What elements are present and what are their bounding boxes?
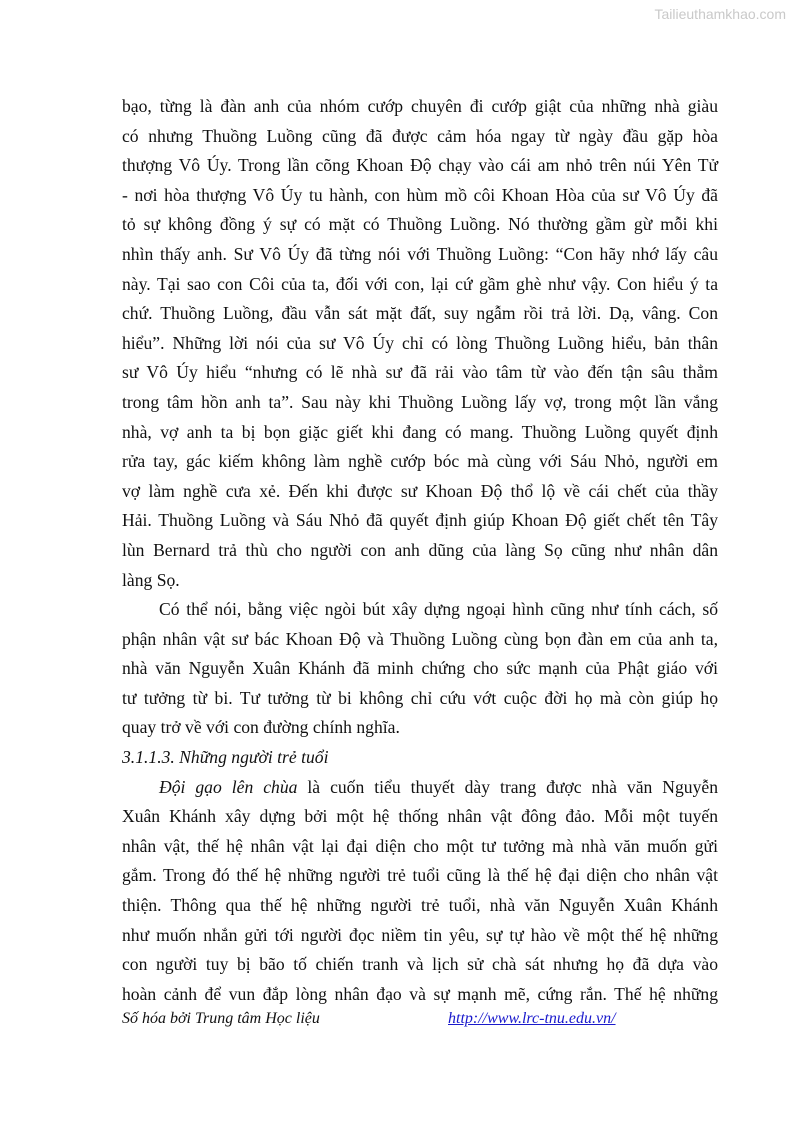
paragraph-line: thiện. Thông qua thế hệ những người trẻ tuổi, nhà văn Nguyễn Xuân Khánh <box>122 895 718 916</box>
paragraph-line: lùn Bernard trả thù cho người con anh dũng của làng Sọ cũng như nhân dân <box>122 539 718 560</box>
paragraph-line: Hải. Thuồng Luồng và Sáu Nhỏ đã quyết định giúp Khoan Độ giết chết tên Tây <box>122 510 718 531</box>
paragraph-1 <box>122 92 718 595</box>
paragraph-line: Có thể nói, bằng việc ngòi bút xây dựng ngoại hình cũng như tính cách, số <box>159 599 718 620</box>
paragraph-line: gắm. Trong đó thế hệ những người trẻ tuổi cũng là thế hệ đại diện cho nhân vật <box>122 865 718 886</box>
paragraph-line: chứ. Thuồng Luồng, đầu vẫn sát mặt đất, suy ngẫm rồi trả lời. Dạ, vâng. Con <box>122 303 718 324</box>
paragraph-line: nhân vật, thế hệ nhân vật lại đại diện cho một tư tưởng mà nhà văn muốn gửi <box>122 835 718 856</box>
paragraph-line: Xuân Khánh xây dựng bởi một hệ thống nhân vật đông đảo. Mỗi một tuyến <box>122 806 718 827</box>
paragraph-line: tỏ sự không đồng ý sự có mặt có Thuồng Luồng. Nó thường gầm gừ mỗi khi <box>122 214 718 235</box>
paragraph-line: rửa tay, gác kiếm không làm nghề cướp bóc mà cùng với Sáu Nhỏ, người em <box>122 451 718 472</box>
document-body <box>122 92 718 1009</box>
line-text: là cuốn tiểu thuyết dày trang được nhà văn Nguyễn <box>297 776 718 797</box>
page-footer <box>122 1010 722 1028</box>
paragraph-line: sư Vô Úy hiểu “nhưng có lẽ nhà sư đã rải vào tâm từ vào đến tận sâu thẳm <box>122 362 718 383</box>
paragraph-line <box>122 773 718 803</box>
watermark: Tailieuthamkhao.com <box>654 6 786 22</box>
paragraph-line: nhà, vợ anh ta bị bọn giặc giết khi đang có mang. Thuồng Luồng quyết định <box>122 421 718 442</box>
paragraph-line: này. Tại sao con Côi của ta, đối với con, lại cứ gầm ghè như vậy. Con hiểu ý ta <box>122 273 718 294</box>
paragraph-line: nhìn thấy anh. Sư Vô Úy đã từng nói với Thuồng Luồng: “Con hãy nhớ lấy câu <box>122 243 718 264</box>
section-heading: 3.1.1.3. Những người trẻ tuổi <box>122 747 329 768</box>
paragraph-2 <box>122 595 718 743</box>
paragraph-line: bạo, từng là đàn anh của nhóm cướp chuyên đi cướp giật của những nhà giàu <box>122 96 718 116</box>
paragraph-line: - nơi hòa thượng Vô Úy tu hành, con hùm mồ côi Khoan Hòa của sư Vô Úy đã <box>122 184 718 205</box>
paragraph-line: hiểu”. Những lời nói của sư Vô Úy chỉ có lòng Thuồng Luồng hiểu, bản thân <box>122 332 718 353</box>
paragraph-line: trong tâm hồn anh ta”. Sau này khi Thuồng Luồng lấy vợ, trong một lần vắng <box>122 391 718 412</box>
paragraph-line: như muốn nhắn gửi tới người đọc niềm tin yêu, sự tự hào về một thế hệ những <box>122 924 718 945</box>
paragraph-line: làng Sọ. <box>122 569 180 590</box>
paragraph-line: thượng Vô Úy. Trong lần cõng Khoan Độ chạy vào cái am nhỏ trên núi Yên Tử <box>122 155 718 176</box>
paragraph-line: hoàn cảnh để vun đắp lòng nhân đạo và sự mạnh mẽ, cứng rắn. Thế hệ những <box>122 983 718 1004</box>
footer-link[interactable]: http://www.lrc-tnu.edu.vn/ <box>448 1010 616 1027</box>
paragraph-line: tư tưởng từ bi. Tư tưởng từ bi không chỉ cứu vớt cuộc đời họ mà còn giúp họ <box>122 687 718 708</box>
paragraph-line: quay trở về với con đường chính nghĩa. <box>122 717 400 738</box>
footer-credit: Số hóa bởi Trung tâm Học liệu <box>122 1010 320 1027</box>
paragraph-line: nhà văn Nguyễn Xuân Khánh đã minh chứng cho sức mạnh của Phật giáo với <box>122 658 718 679</box>
paragraph-line: phận nhân vật sư bác Khoan Độ và Thuồng Luồng cùng bọn đàn em của anh ta, <box>122 628 718 649</box>
paragraph-3 <box>122 773 718 1010</box>
book-title: Đội gạo lên chùa <box>159 776 298 797</box>
paragraph-line: có nhưng Thuồng Luồng cũng đã được cảm hóa ngay từ ngày đầu gặp hòa <box>122 125 718 146</box>
paragraph-line: con người tuy bị bão tố chiến tranh và lịch sử chà sát nhưng họ đã dựa vào <box>122 954 718 975</box>
paragraph-line: vợ làm nghề cưa xẻ. Đến khi được sư Khoan Độ thổ lộ về cái chết của thầy <box>122 480 718 501</box>
